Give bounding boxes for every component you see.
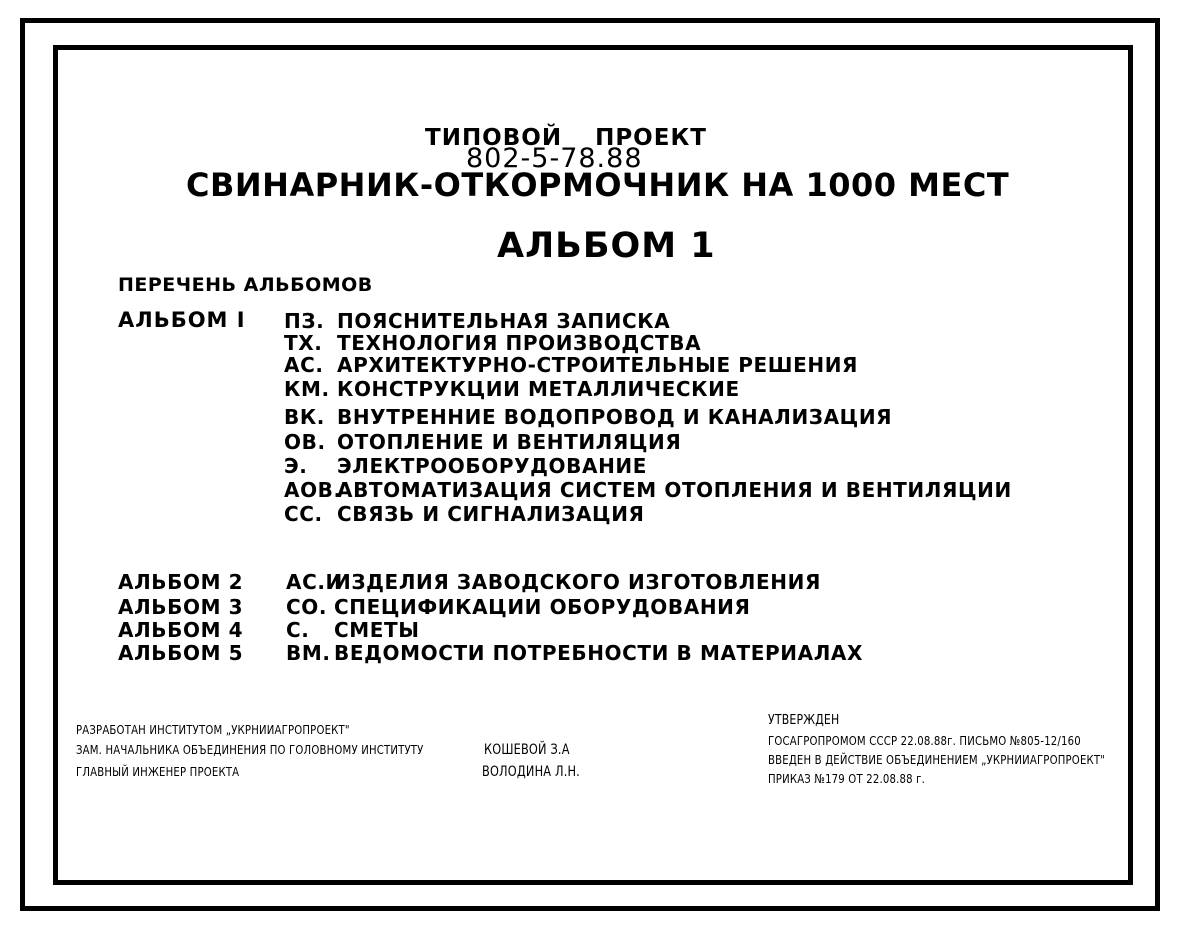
section-name: АВТОМАТИЗАЦИЯ СИСТЕМ ОТОПЛЕНИЯ И ВЕНТИЛЯЦИИ bbox=[337, 478, 1012, 502]
album-label: АЛЬБОМ 2 bbox=[118, 570, 244, 594]
section-code: АС. bbox=[284, 353, 324, 377]
album-name: ИЗДЕЛИЯ ЗАВОДСКОГО ИЗГОТОВЛЕНИЯ bbox=[334, 570, 821, 594]
album-1-section bbox=[284, 377, 740, 401]
approval-line: ПРИКАЗ №179 ОТ 22.08.88 г. bbox=[768, 771, 925, 786]
section-code: КМ. bbox=[284, 377, 330, 401]
album-code: ВМ. bbox=[286, 641, 331, 665]
album-name: СМЕТЫ bbox=[334, 618, 420, 642]
section-name: ЭЛЕКТРООБОРУДОВАНИЕ bbox=[337, 454, 648, 478]
album-title: АЛЬБОМ 1 bbox=[497, 226, 716, 266]
project-title: СВИНАРНИК-ОТКОРМОЧНИК НА 1000 МЕСТ bbox=[186, 166, 1010, 204]
approval-line: ГОСАГРОПРОМОМ СССР 22.08.88г. ПИСЬМО №805-12/160 bbox=[768, 733, 1081, 748]
album-1-section bbox=[284, 478, 1012, 502]
album-row bbox=[118, 595, 751, 619]
project-type: ТИПОВОЙ ПРОЕКТ bbox=[425, 125, 707, 151]
album-label: АЛЬБОМ 4 bbox=[118, 618, 244, 642]
section-code: ПЗ. bbox=[284, 309, 325, 333]
album-1-section bbox=[284, 454, 647, 478]
album-code: АС.И bbox=[286, 570, 343, 594]
album-code: СО. bbox=[286, 595, 328, 619]
signatory-name: ВОЛОДИНА Л.Н. bbox=[482, 764, 580, 780]
album-row bbox=[118, 618, 420, 642]
album-label: АЛЬБОМ 5 bbox=[118, 641, 244, 665]
album-row bbox=[118, 570, 821, 594]
section-name: ОТОПЛЕНИЕ И ВЕНТИЛЯЦИЯ bbox=[337, 430, 682, 454]
album-1-section bbox=[284, 353, 858, 377]
section-code: СС. bbox=[284, 502, 323, 526]
section-code: ТХ. bbox=[284, 331, 323, 355]
section-code: ОВ. bbox=[284, 430, 326, 454]
albums-list-title: ПЕРЕЧЕНЬ АЛЬБОМОВ bbox=[118, 274, 373, 296]
developer-line: ЗАМ. НАЧАЛЬНИКА ОБЪЕДИНЕНИЯ ПО ГОЛОВНОМУ ИНСТИТУТУ bbox=[76, 742, 424, 757]
album-1-label: АЛЬБОМ I bbox=[118, 308, 246, 332]
developer-line: РАЗРАБОТАН ИНСТИТУТОМ „УКРНИИАГРОПРОЕКТ" bbox=[76, 722, 350, 737]
section-name: ТЕХНОЛОГИЯ ПРОИЗВОДСТВА bbox=[337, 331, 702, 355]
developer-line: ГЛАВНЫЙ ИНЖЕНЕР ПРОЕКТА bbox=[76, 764, 240, 779]
section-code: Э. bbox=[284, 454, 308, 478]
album-label: АЛЬБОМ 3 bbox=[118, 595, 244, 619]
project-number: 802-5-78.88 bbox=[466, 143, 643, 174]
signatory-name: КОШЕВОЙ З.А bbox=[484, 742, 570, 758]
album-1-section bbox=[284, 331, 701, 355]
section-code: ВК. bbox=[284, 405, 325, 429]
album-row bbox=[118, 641, 863, 665]
album-1-section bbox=[284, 405, 892, 429]
section-code: АОВ. bbox=[284, 478, 342, 502]
section-name: ВНУТРЕННИЕ ВОДОПРОВОД И КАНАЛИЗАЦИЯ bbox=[337, 405, 893, 429]
approval-line: ВВЕДЕН В ДЕЙСТВИЕ ОБЪЕДИНЕНИЕМ „УКРНИИАГРОПРОЕКТ" bbox=[768, 752, 1106, 767]
album-1-section bbox=[284, 502, 645, 526]
album-name: СПЕЦИФИКАЦИИ ОБОРУДОВАНИЯ bbox=[334, 595, 751, 619]
section-name: АРХИТЕКТУРНО-СТРОИТЕЛЬНЫЕ РЕШЕНИЯ bbox=[337, 353, 859, 377]
section-name: ПОЯСНИТЕЛЬНАЯ ЗАПИСКА bbox=[337, 309, 671, 333]
section-name: КОНСТРУКЦИИ МЕТАЛЛИЧЕСКИЕ bbox=[337, 377, 740, 401]
section-name: СВЯЗЬ И СИГНАЛИЗАЦИЯ bbox=[337, 502, 645, 526]
album-1-section bbox=[284, 309, 670, 333]
album-1-section bbox=[284, 430, 681, 454]
approval-line: УТВЕРЖДЕН bbox=[768, 712, 840, 728]
album-code: С. bbox=[286, 618, 310, 642]
album-name: ВЕДОМОСТИ ПОТРЕБНОСТИ В МАТЕРИАЛАХ bbox=[334, 641, 864, 665]
